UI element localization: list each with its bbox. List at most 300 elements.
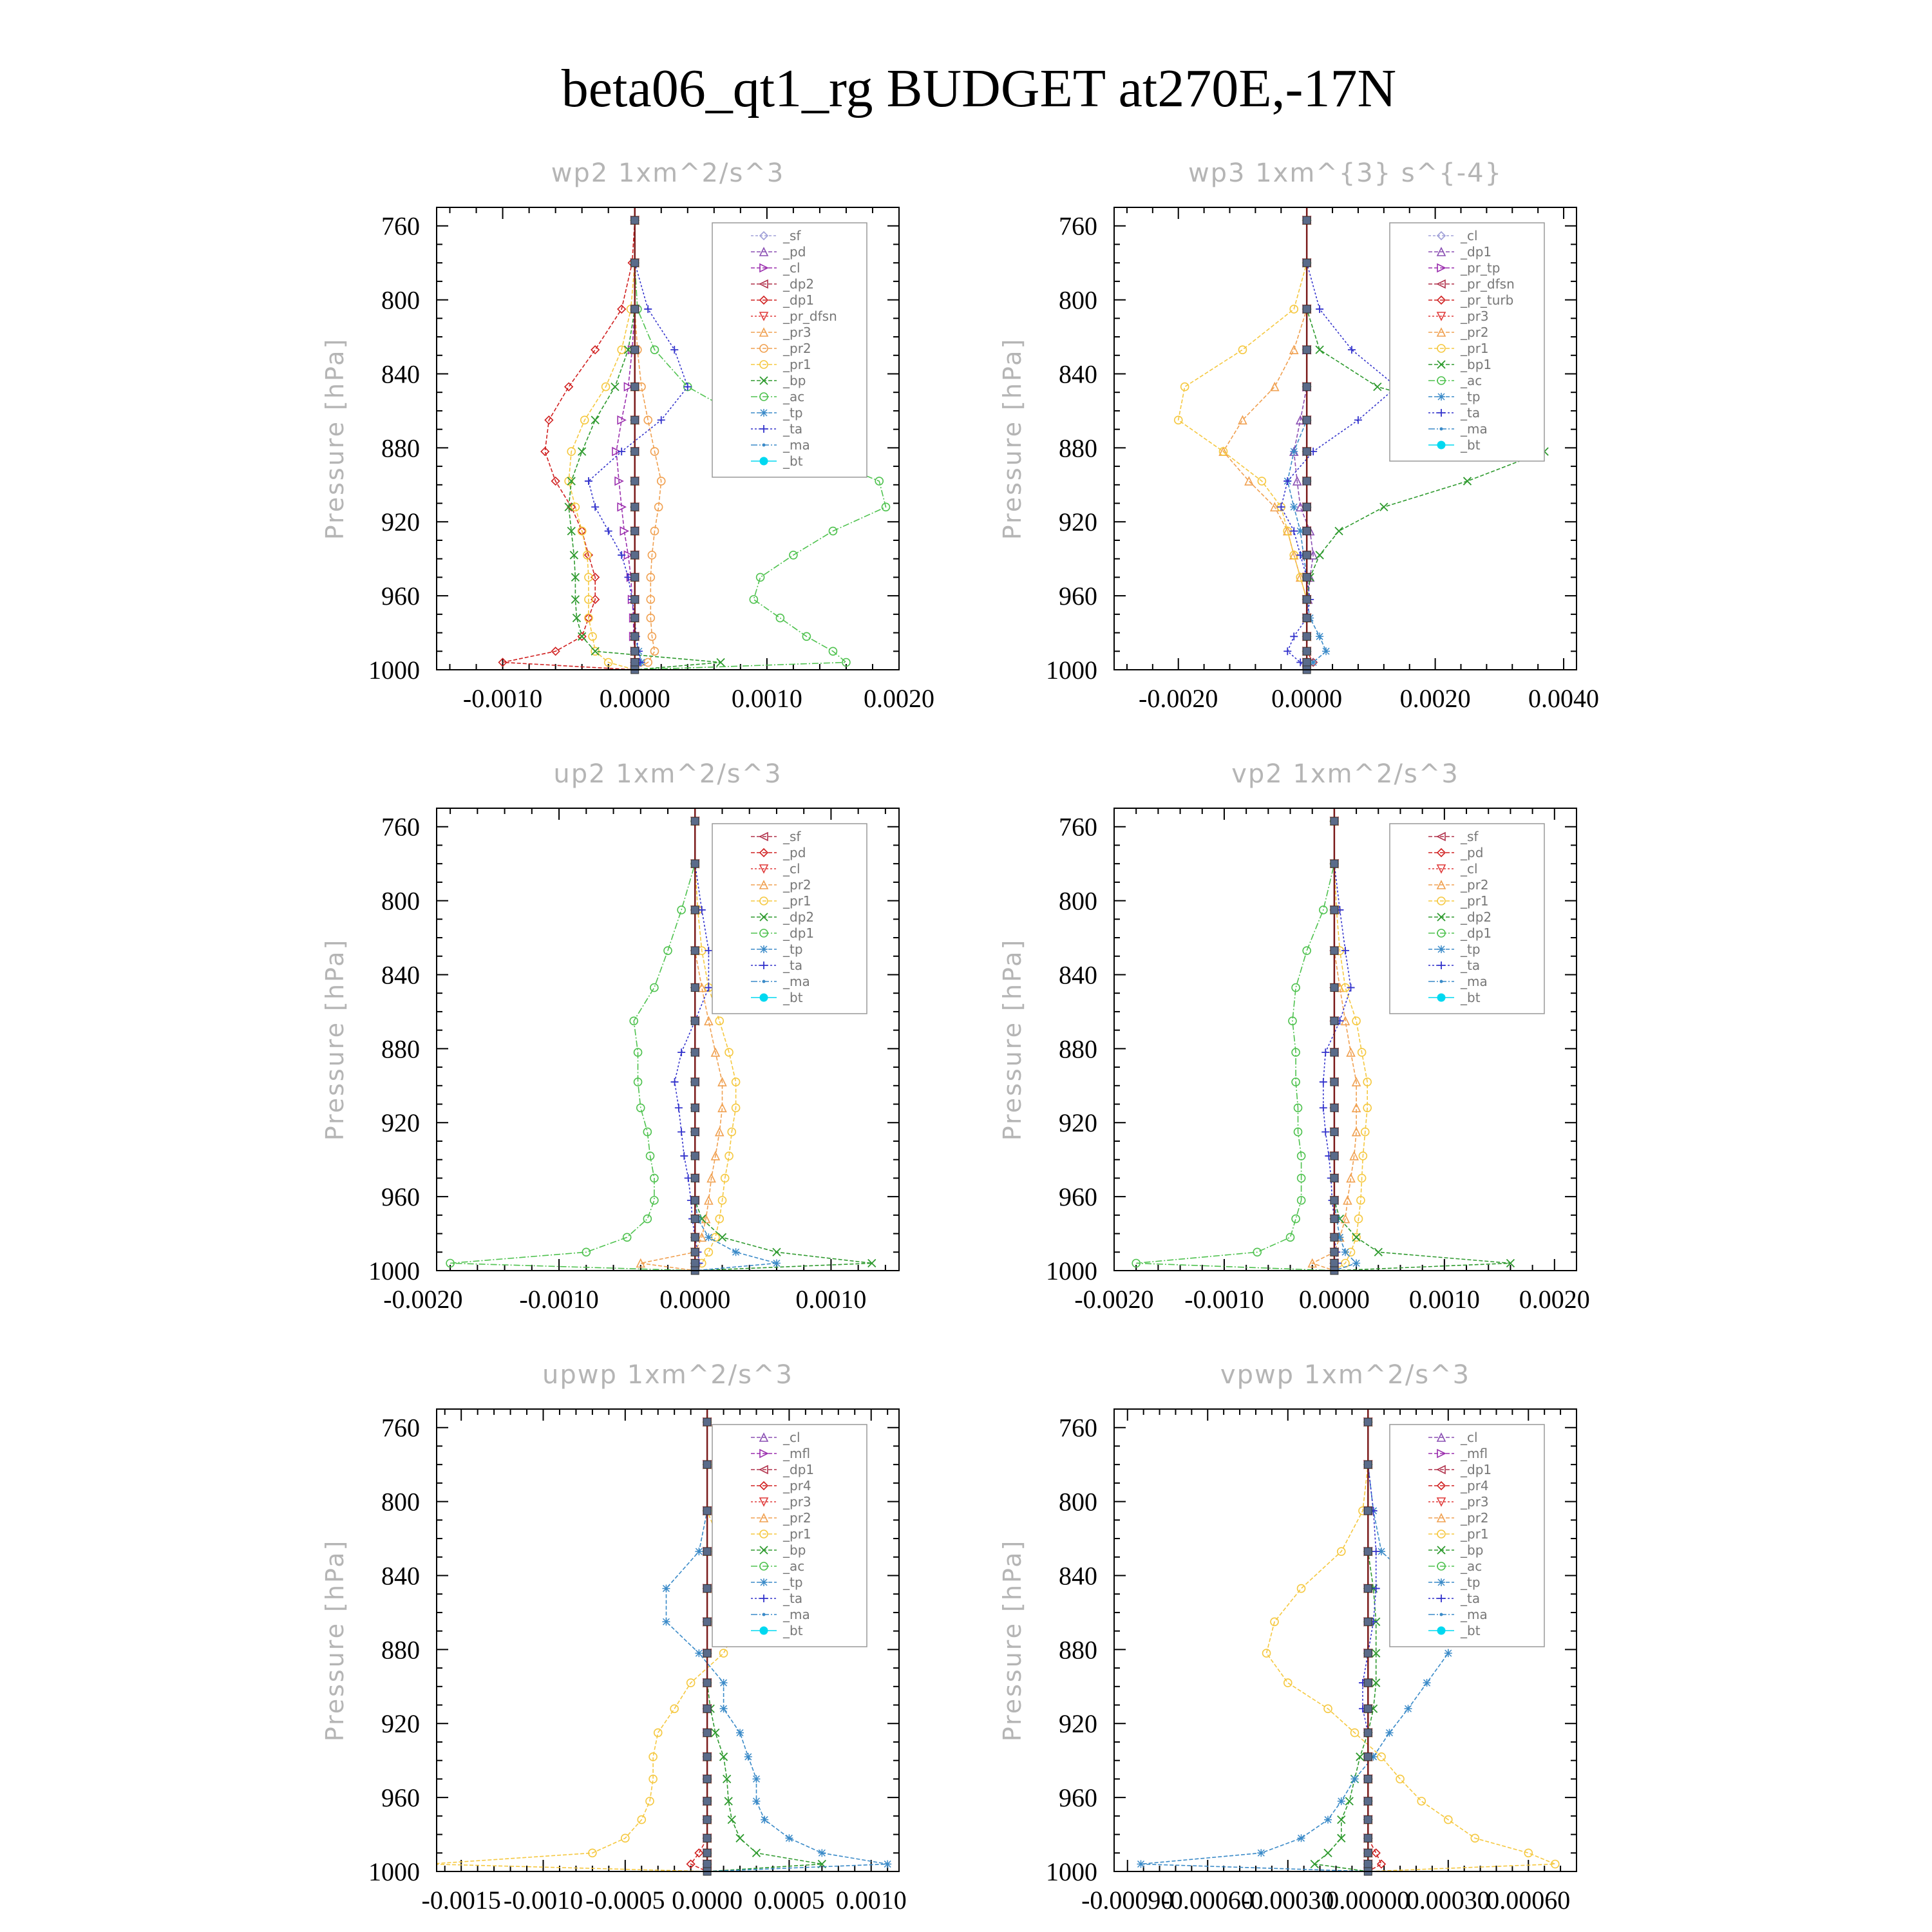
legend-label: _cl: [1461, 228, 1478, 243]
y-tick-label: 760: [1059, 211, 1097, 241]
legend-label: _bp: [783, 1542, 806, 1558]
zero-marker: [703, 1861, 711, 1868]
zero-marker: [631, 383, 639, 391]
x-tick-label: 0.0005: [753, 1886, 825, 1915]
zero-marker: [691, 1017, 699, 1025]
legend-label: _pr3: [783, 325, 811, 340]
zero-marker: [1364, 1679, 1372, 1687]
data-point: [744, 1753, 752, 1761]
legend-label: _mfl: [1461, 1446, 1488, 1461]
y-tick-label: 760: [381, 1413, 420, 1443]
legend-label: _ma: [783, 974, 810, 989]
y-tick-label: 1000: [368, 1256, 420, 1285]
x-tick-label: -0.0010: [503, 1886, 583, 1915]
zero-marker: [703, 1585, 711, 1593]
legend-label: _bp: [1461, 1542, 1484, 1558]
legend-label: _pr2: [783, 341, 811, 356]
legend-label: _bp1: [1461, 357, 1492, 372]
zero-marker: [1364, 1834, 1372, 1842]
legend: [712, 1425, 867, 1647]
x-tick-label: 0.0010: [1408, 1285, 1480, 1314]
y-tick-label: 800: [1059, 886, 1097, 916]
data-point: [884, 1861, 891, 1868]
zero-marker: [1331, 906, 1338, 914]
zero-marker: [1364, 1649, 1372, 1657]
zero-marker: [691, 1215, 699, 1223]
legend-label: _pr1: [1461, 1526, 1489, 1542]
zero-marker: [631, 527, 639, 535]
legend-label: _tp: [1461, 942, 1481, 957]
legend-label: _bt: [1461, 437, 1481, 453]
legend-label: _cl: [1461, 1430, 1478, 1445]
legend-label: _cl: [783, 1430, 800, 1445]
y-tick-label: 920: [381, 507, 420, 537]
legend-label: _pr1: [783, 357, 811, 372]
y-tick-label: 840: [1059, 960, 1097, 990]
x-tick-label: 0.00030: [1406, 1886, 1490, 1915]
legend-marker: [1437, 994, 1445, 1001]
x-tick-label: 0.0020: [1399, 684, 1471, 713]
legend-label: _pr2: [783, 877, 811, 893]
zero-marker: [691, 1260, 699, 1267]
y-tick-label: 960: [1059, 582, 1097, 611]
zero-marker: [631, 503, 639, 511]
zero-marker: [1303, 614, 1311, 622]
legend-marker: [1437, 441, 1445, 449]
zero-marker: [703, 1679, 711, 1687]
zero-marker: [1331, 1174, 1338, 1182]
panel-title: vpwp 1xm^2/s^3: [1220, 1360, 1471, 1390]
zero-marker: [1303, 305, 1311, 313]
y-tick-label: 880: [381, 1635, 420, 1665]
legend-label: _pr_dfsn: [783, 308, 837, 324]
panel-title: wp2 1xm^2/s^3: [551, 158, 785, 188]
zero-marker: [1331, 860, 1338, 867]
data-point: [695, 1548, 703, 1555]
zero-marker: [1364, 1849, 1372, 1857]
y-tick-label: 880: [1059, 1034, 1097, 1064]
zero-marker: [1331, 984, 1338, 992]
zero-marker: [1303, 346, 1311, 354]
legend-marker: [760, 994, 768, 1001]
legend-label: _ac: [783, 1558, 805, 1574]
legend: [1390, 223, 1544, 461]
y-tick-label: 800: [381, 285, 420, 315]
legend-label: _dp1: [1461, 925, 1492, 941]
y-axis-label: Pressure [hPa]: [321, 337, 349, 540]
legend: [712, 824, 867, 1014]
y-tick-label: 920: [1059, 1108, 1097, 1138]
legend-label: _pr2: [1461, 1510, 1489, 1526]
legend: [712, 223, 867, 477]
zero-marker: [1303, 448, 1311, 455]
zero-marker: [703, 1834, 711, 1842]
legend: [1390, 824, 1544, 1014]
zero-marker: [691, 1174, 699, 1182]
legend-marker: [1437, 1578, 1445, 1586]
y-axis-label: Pressure [hPa]: [321, 938, 349, 1141]
y-tick-label: 880: [381, 1034, 420, 1064]
data-point: [773, 1260, 781, 1267]
zero-marker: [1331, 1078, 1338, 1086]
y-tick-label: 800: [1059, 285, 1097, 315]
legend-label: _ac: [1461, 1558, 1482, 1574]
x-tick-label: -0.0015: [421, 1886, 501, 1915]
zero-marker: [1364, 1705, 1372, 1712]
zero-marker: [1303, 216, 1311, 224]
data-point: [1290, 503, 1298, 511]
zero-marker: [1364, 1548, 1372, 1555]
data-point: [818, 1849, 826, 1857]
zero-marker: [703, 1461, 711, 1468]
zero-marker: [1303, 383, 1311, 391]
y-tick-label: 920: [381, 1709, 420, 1739]
panel-title: upwp 1xm^2/s^3: [542, 1360, 793, 1390]
x-tick-label: -0.0010: [462, 684, 543, 713]
data-point: [1444, 1649, 1452, 1657]
legend-marker: [1437, 393, 1445, 401]
x-tick-label: 0.0000: [1271, 684, 1343, 713]
y-tick-label: 800: [381, 1487, 420, 1517]
y-tick-label: 760: [1059, 1413, 1097, 1443]
legend-label: _tp: [783, 1575, 803, 1590]
zero-marker: [1331, 1152, 1338, 1160]
legend-label: _dp1: [783, 292, 815, 308]
zero-marker: [691, 1197, 699, 1204]
x-tick-label: 0.0010: [835, 1886, 907, 1915]
zero-marker: [631, 416, 639, 424]
panel-title: vp2 1xm^2/s^3: [1231, 759, 1459, 789]
legend-label: _cl: [1461, 861, 1478, 876]
zero-marker: [691, 1152, 699, 1160]
legend-label: _sf: [783, 228, 801, 243]
figure-title: beta06_qt1_rg BUDGET at270E,-17N: [561, 59, 1397, 118]
zero-marker: [1331, 1248, 1338, 1256]
data-point: [761, 1816, 768, 1824]
legend-label: _pr_tp: [1461, 260, 1501, 276]
y-tick-label: 1000: [1046, 1256, 1097, 1285]
data-point: [1341, 1248, 1349, 1256]
legend-label: _ma: [783, 437, 810, 453]
zero-marker: [691, 1128, 699, 1136]
legend-label: _pd: [783, 244, 806, 260]
legend-label: _bt: [1461, 990, 1481, 1005]
data-point: [1338, 1797, 1345, 1805]
data-point: [720, 1679, 728, 1687]
legend-label: _tp: [783, 942, 803, 957]
zero-marker: [1364, 1816, 1372, 1824]
legend-marker: [760, 1627, 768, 1634]
legend-marker: [760, 945, 768, 953]
zero-marker: [703, 1705, 711, 1712]
legend-label: _pr1: [783, 893, 811, 909]
legend-label: _ma: [783, 1607, 810, 1622]
x-tick-label: 0.0000: [599, 684, 670, 713]
legend-label: _tp: [783, 405, 803, 421]
x-tick-label: 0.0020: [1519, 1285, 1590, 1314]
data-point: [785, 1834, 793, 1842]
zero-marker: [691, 1048, 699, 1056]
y-tick-label: 880: [1059, 433, 1097, 463]
y-tick-label: 840: [1059, 359, 1097, 389]
legend-label: _pr1: [783, 1526, 811, 1542]
data-point: [752, 1775, 760, 1783]
data-point: [1405, 1705, 1412, 1712]
y-tick-label: 960: [381, 1783, 420, 1813]
zero-marker: [703, 1548, 711, 1555]
legend-label: _dp2: [783, 909, 815, 925]
zero-marker: [631, 596, 639, 603]
legend-label: _ta: [783, 958, 803, 973]
legend-label: _bt: [1461, 1623, 1481, 1638]
legend-label: _pr2: [783, 1510, 811, 1526]
zero-marker: [1303, 259, 1311, 267]
zero-marker: [1303, 647, 1311, 655]
y-tick-label: 840: [1059, 1561, 1097, 1591]
data-point: [662, 1618, 670, 1625]
zero-marker: [1303, 632, 1311, 640]
x-tick-label: 0.00060: [1486, 1886, 1571, 1915]
zero-marker: [1331, 1017, 1338, 1025]
x-tick-label: -0.0020: [1074, 1285, 1154, 1314]
y-tick-label: 840: [381, 1561, 420, 1591]
legend-label: _cl: [783, 861, 800, 876]
legend-label: _pr4: [1461, 1478, 1489, 1493]
zero-marker: [1331, 1233, 1338, 1241]
zero-marker: [1364, 1861, 1372, 1868]
legend-marker: [760, 1578, 768, 1586]
legend-label: _sf: [1461, 829, 1479, 844]
legend-label: _pr1: [1461, 341, 1489, 356]
y-tick-label: 960: [1059, 1182, 1097, 1212]
y-tick-label: 760: [381, 812, 420, 842]
zero-marker: [631, 305, 639, 313]
legend-label: _bt: [783, 990, 803, 1005]
x-tick-label: -0.0010: [519, 1285, 599, 1314]
legend-label: _sf: [783, 829, 801, 844]
data-point: [752, 1797, 760, 1805]
y-tick-label: 1000: [368, 656, 420, 685]
zero-marker: [631, 659, 639, 667]
data-point: [1316, 632, 1323, 640]
zero-marker: [703, 1649, 711, 1657]
y-tick-label: 920: [1059, 1709, 1097, 1739]
y-tick-label: 960: [381, 1182, 420, 1212]
y-tick-label: 1000: [1046, 1857, 1097, 1886]
legend-marker: [760, 409, 768, 417]
legend-label: _mfl: [783, 1446, 811, 1461]
zero-marker: [1364, 1753, 1372, 1761]
data-point: [736, 1729, 744, 1737]
legend-marker: [760, 457, 768, 465]
data-point: [732, 1248, 740, 1256]
zero-marker: [1364, 1461, 1372, 1468]
x-tick-label: -0.0005: [585, 1886, 665, 1915]
zero-marker: [1303, 596, 1311, 603]
legend: [1390, 1425, 1544, 1647]
data-point: [720, 1705, 728, 1712]
zero-marker: [1364, 1775, 1372, 1783]
data-point: [1257, 1849, 1265, 1857]
y-tick-label: 920: [381, 1108, 420, 1138]
legend-label: _bt: [783, 453, 803, 469]
zero-marker: [1331, 1104, 1338, 1112]
x-tick-label: -0.0020: [383, 1285, 463, 1314]
zero-marker: [703, 1775, 711, 1783]
zero-marker: [691, 906, 699, 914]
legend-label: _pr2: [1461, 877, 1489, 893]
x-tick-label: 0.0000: [659, 1285, 731, 1314]
x-tick-label: -0.00090: [1081, 1886, 1174, 1915]
y-tick-label: 840: [381, 960, 420, 990]
legend-label: _dp2: [1461, 909, 1492, 925]
legend-label: _ta: [783, 1591, 803, 1606]
zero-marker: [1331, 1197, 1338, 1204]
zero-marker: [1364, 1585, 1372, 1593]
legend-marker: [762, 444, 766, 447]
x-tick-label: 0.0020: [864, 684, 934, 713]
y-tick-label: 880: [1059, 1635, 1097, 1665]
legend-label: _dp1: [1461, 244, 1492, 260]
zero-marker: [703, 1849, 711, 1857]
legend-marker: [762, 980, 766, 983]
zero-marker: [1303, 503, 1311, 511]
x-tick-label: -0.00060: [1161, 1886, 1254, 1915]
legend-label: _ta: [783, 421, 803, 437]
panel-title: up2 1xm^2/s^3: [553, 759, 782, 789]
legend-label: _ta: [1461, 958, 1481, 973]
zero-marker: [1331, 817, 1338, 825]
y-tick-label: 960: [1059, 1783, 1097, 1813]
x-tick-label: 0.0010: [731, 684, 802, 713]
zero-marker: [691, 947, 699, 954]
zero-marker: [1303, 416, 1311, 424]
zero-marker: [1303, 551, 1311, 559]
zero-marker: [1331, 1128, 1338, 1136]
legend-label: _tp: [1461, 389, 1481, 404]
legend-label: _pr3: [783, 1494, 811, 1510]
legend-label: _bt: [783, 1623, 803, 1638]
legend-label: _ma: [1461, 421, 1488, 437]
zero-marker: [703, 1418, 711, 1426]
zero-marker: [631, 448, 639, 455]
zero-marker: [1303, 477, 1311, 485]
y-axis-label: Pressure [hPa]: [321, 1539, 349, 1742]
data-point: [662, 1585, 670, 1593]
data-point: [1385, 1729, 1393, 1737]
legend-label: _pr2: [1461, 325, 1489, 340]
y-axis-label: Pressure [hPa]: [998, 337, 1027, 540]
zero-marker: [1331, 1260, 1338, 1267]
x-tick-label: -0.0020: [1139, 684, 1218, 713]
legend-label: _pd: [783, 845, 806, 860]
x-tick-label: 0.0010: [795, 1285, 867, 1314]
data-point: [1322, 647, 1330, 655]
zero-marker: [1364, 1797, 1372, 1805]
zero-marker: [631, 346, 639, 354]
legend-label: _pd: [1461, 845, 1484, 860]
x-tick-label: 0.0000: [672, 1886, 743, 1915]
zero-marker: [631, 551, 639, 559]
zero-marker: [691, 1078, 699, 1086]
x-tick-label: 0.0000: [1298, 1285, 1370, 1314]
zero-marker: [631, 614, 639, 622]
y-tick-label: 800: [1059, 1487, 1097, 1517]
zero-marker: [631, 259, 639, 267]
y-tick-label: 960: [381, 582, 420, 611]
zero-marker: [691, 1248, 699, 1256]
legend-marker: [1437, 1627, 1445, 1634]
zero-marker: [1364, 1418, 1372, 1426]
zero-marker: [691, 817, 699, 825]
zero-marker: [631, 477, 639, 485]
x-tick-label: 0.00000: [1326, 1886, 1410, 1915]
legend-label: _pr_dfsn: [1461, 276, 1515, 292]
legend-label: _cl: [783, 260, 800, 276]
zero-marker: [1331, 947, 1338, 954]
zero-marker: [691, 984, 699, 992]
y-tick-label: 880: [381, 433, 420, 463]
zero-marker: [1331, 1048, 1338, 1056]
y-axis-label: Pressure [hPa]: [998, 938, 1027, 1141]
legend-marker: [762, 1613, 766, 1616]
zero-marker: [691, 1233, 699, 1241]
data-point: [705, 1233, 712, 1241]
data-point: [1324, 1816, 1332, 1824]
legend-label: _ta: [1461, 1591, 1481, 1606]
zero-marker: [631, 216, 639, 224]
zero-marker: [1303, 659, 1311, 667]
data-point: [1352, 1260, 1360, 1267]
legend-label: _ma: [1461, 1607, 1488, 1622]
zero-marker: [631, 632, 639, 640]
zero-marker: [1331, 1215, 1338, 1223]
legend-label: _tp: [1461, 1575, 1481, 1590]
zero-marker: [1303, 527, 1311, 535]
legend-label: _ac: [783, 389, 805, 404]
legend-marker: [1440, 1613, 1443, 1616]
y-tick-label: 920: [1059, 507, 1097, 537]
x-tick-label: 0.0040: [1528, 684, 1600, 713]
legend-marker: [1437, 945, 1445, 953]
data-point: [1290, 448, 1298, 455]
zero-marker: [703, 1816, 711, 1824]
zero-marker: [703, 1507, 711, 1515]
zero-marker: [703, 1729, 711, 1737]
legend-label: _pr3: [1461, 308, 1489, 324]
legend-marker: [1440, 428, 1443, 431]
zero-marker: [1303, 573, 1311, 581]
y-tick-label: 840: [381, 359, 420, 389]
legend-label: _pr_turb: [1461, 292, 1514, 308]
legend-label: _dp1: [1461, 1462, 1492, 1477]
x-tick-label: -0.0010: [1184, 1285, 1264, 1314]
legend-label: _ta: [1461, 405, 1481, 421]
y-tick-label: 760: [1059, 812, 1097, 842]
data-point: [1298, 1834, 1305, 1842]
legend-label: _ac: [1461, 373, 1482, 388]
legend-label: _pr1: [1461, 893, 1489, 909]
zero-marker: [1364, 1729, 1372, 1737]
legend-label: _bp: [783, 373, 806, 388]
data-point: [1137, 1861, 1145, 1868]
y-axis-label: Pressure [hPa]: [998, 1539, 1027, 1742]
legend-label: _ma: [1461, 974, 1488, 989]
legend-label: _pr3: [1461, 1494, 1489, 1510]
legend-label: _dp2: [783, 276, 815, 292]
data-point: [695, 1649, 703, 1657]
legend-label: _pr4: [783, 1478, 811, 1493]
